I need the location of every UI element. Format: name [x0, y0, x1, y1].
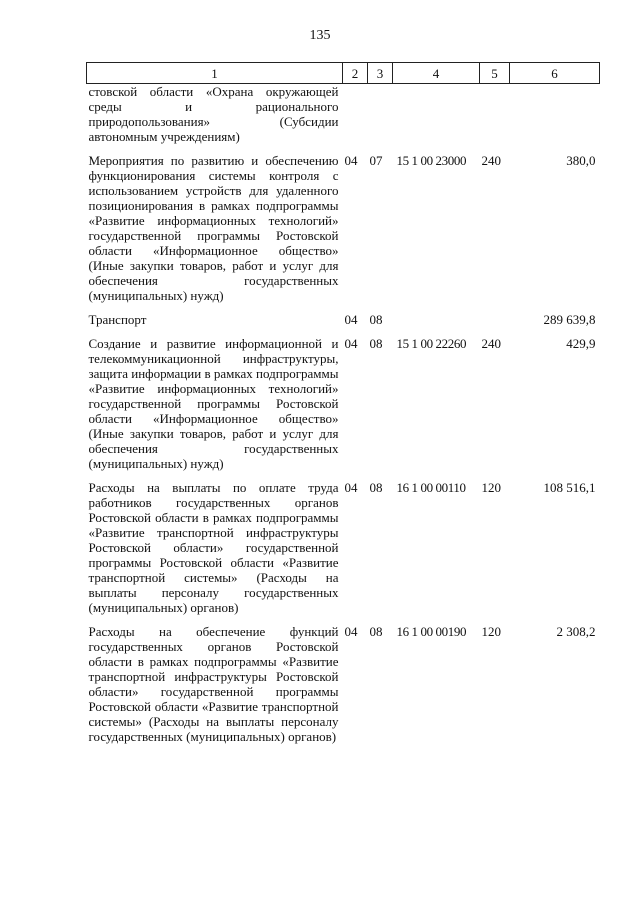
row-section: 04 — [344, 312, 358, 327]
row-description: Транспорт — [88, 312, 147, 327]
row-target-article: 15 1 00 22260 — [396, 336, 467, 351]
row-section: 04 — [344, 336, 358, 351]
row-section: 04 — [344, 480, 358, 495]
row-amount: 2 308,2 — [556, 624, 596, 639]
table-row — [87, 336, 600, 480]
row-subsection: 07 — [369, 153, 383, 168]
row-amount: 108 516,1 — [543, 480, 596, 495]
row-amount — [510, 84, 600, 154]
row-section: 04 — [344, 624, 358, 639]
row-expense-type: 240 — [481, 336, 501, 351]
table-row — [87, 84, 600, 154]
row-description: Мероприятия по развитию и обеспечению функционирования системы контроля с использованием устройств для удаленного позиционирования в рамках подпрограммы «Развитие информационных технологий» государственной программы Ростовской области «Информационное общество» (Иные закупки товаров, работ и услуг для обеспечения государственных (муниципальных) нужд) — [88, 153, 339, 303]
page-number: 135 — [309, 28, 331, 43]
table-body — [87, 84, 600, 754]
row-subsection: 08 — [369, 480, 383, 495]
header-row — [87, 63, 600, 84]
header-col-section: 2 — [343, 63, 368, 84]
table-row — [87, 480, 600, 624]
row-expense-type: 240 — [481, 153, 501, 168]
row-amount: 380,0 — [566, 153, 596, 168]
row-expense-type — [480, 312, 510, 336]
table-row — [87, 153, 600, 312]
header-col-expense-type: 5 — [480, 63, 510, 84]
header-col-amount: 6 — [510, 63, 600, 84]
row-description: Расходы на выплаты по оплате труда работников государственных органов Ростовской области в рамках подпрограммы «Развитие транспортной инфраструктуры Ростовской области» государственной программы Ростовской области «Развитие транспортной системы» (Расходы на выплаты персоналу государственных (муниципальных) органов) — [88, 480, 339, 615]
row-subsection: 08 — [369, 624, 383, 639]
row-amount: 429,9 — [566, 336, 596, 351]
row-target-article: 16 1 00 00110 — [396, 480, 466, 495]
row-description: стовской области «Охрана окружающей среды и рационального природопользования» (Субсидии автономным учреждениям) — [88, 84, 339, 144]
row-expense-type — [480, 84, 510, 154]
header-col-description: 1 — [87, 63, 343, 84]
table-row — [87, 624, 600, 753]
row-description: Создание и развитие информационной и телекоммуникационной инфраструктуры, защита информации в рамках подпрограммы «Развитие информационных технологий» государственной программы Ростовской области «Информационное общество» (Иные закупки товаров, работ и услуг для обеспечения государственных (муниципальных) нужд) — [88, 336, 339, 471]
row-target-article: 15 1 00 23000 — [396, 153, 467, 168]
row-subsection: 08 — [369, 336, 383, 351]
row-description: Расходы на обеспечение функций государственных органов Ростовской области в рамках подпрограммы «Развитие транспортной инфраструктуры Ростовской области» государственной программы Ростовской области «Развитие транспортной системы» (Расходы на выплаты персоналу государственных (муниципальных) органов) — [88, 624, 339, 744]
row-subsection: 08 — [369, 312, 383, 327]
header-col-subsection: 3 — [368, 63, 393, 84]
row-amount: 289 639,8 — [543, 312, 596, 327]
row-target-article — [393, 312, 480, 336]
row-expense-type: 120 — [481, 624, 501, 639]
row-section: 04 — [344, 153, 358, 168]
row-target-article: 16 1 00 00190 — [396, 624, 467, 639]
row-expense-type: 120 — [481, 480, 501, 495]
table-row — [87, 312, 600, 336]
row-section — [343, 84, 368, 154]
budget-table — [86, 62, 600, 753]
row-subsection — [368, 84, 393, 154]
table-header — [87, 63, 600, 84]
header-col-target-article: 4 — [393, 63, 480, 84]
row-target-article — [393, 84, 480, 154]
